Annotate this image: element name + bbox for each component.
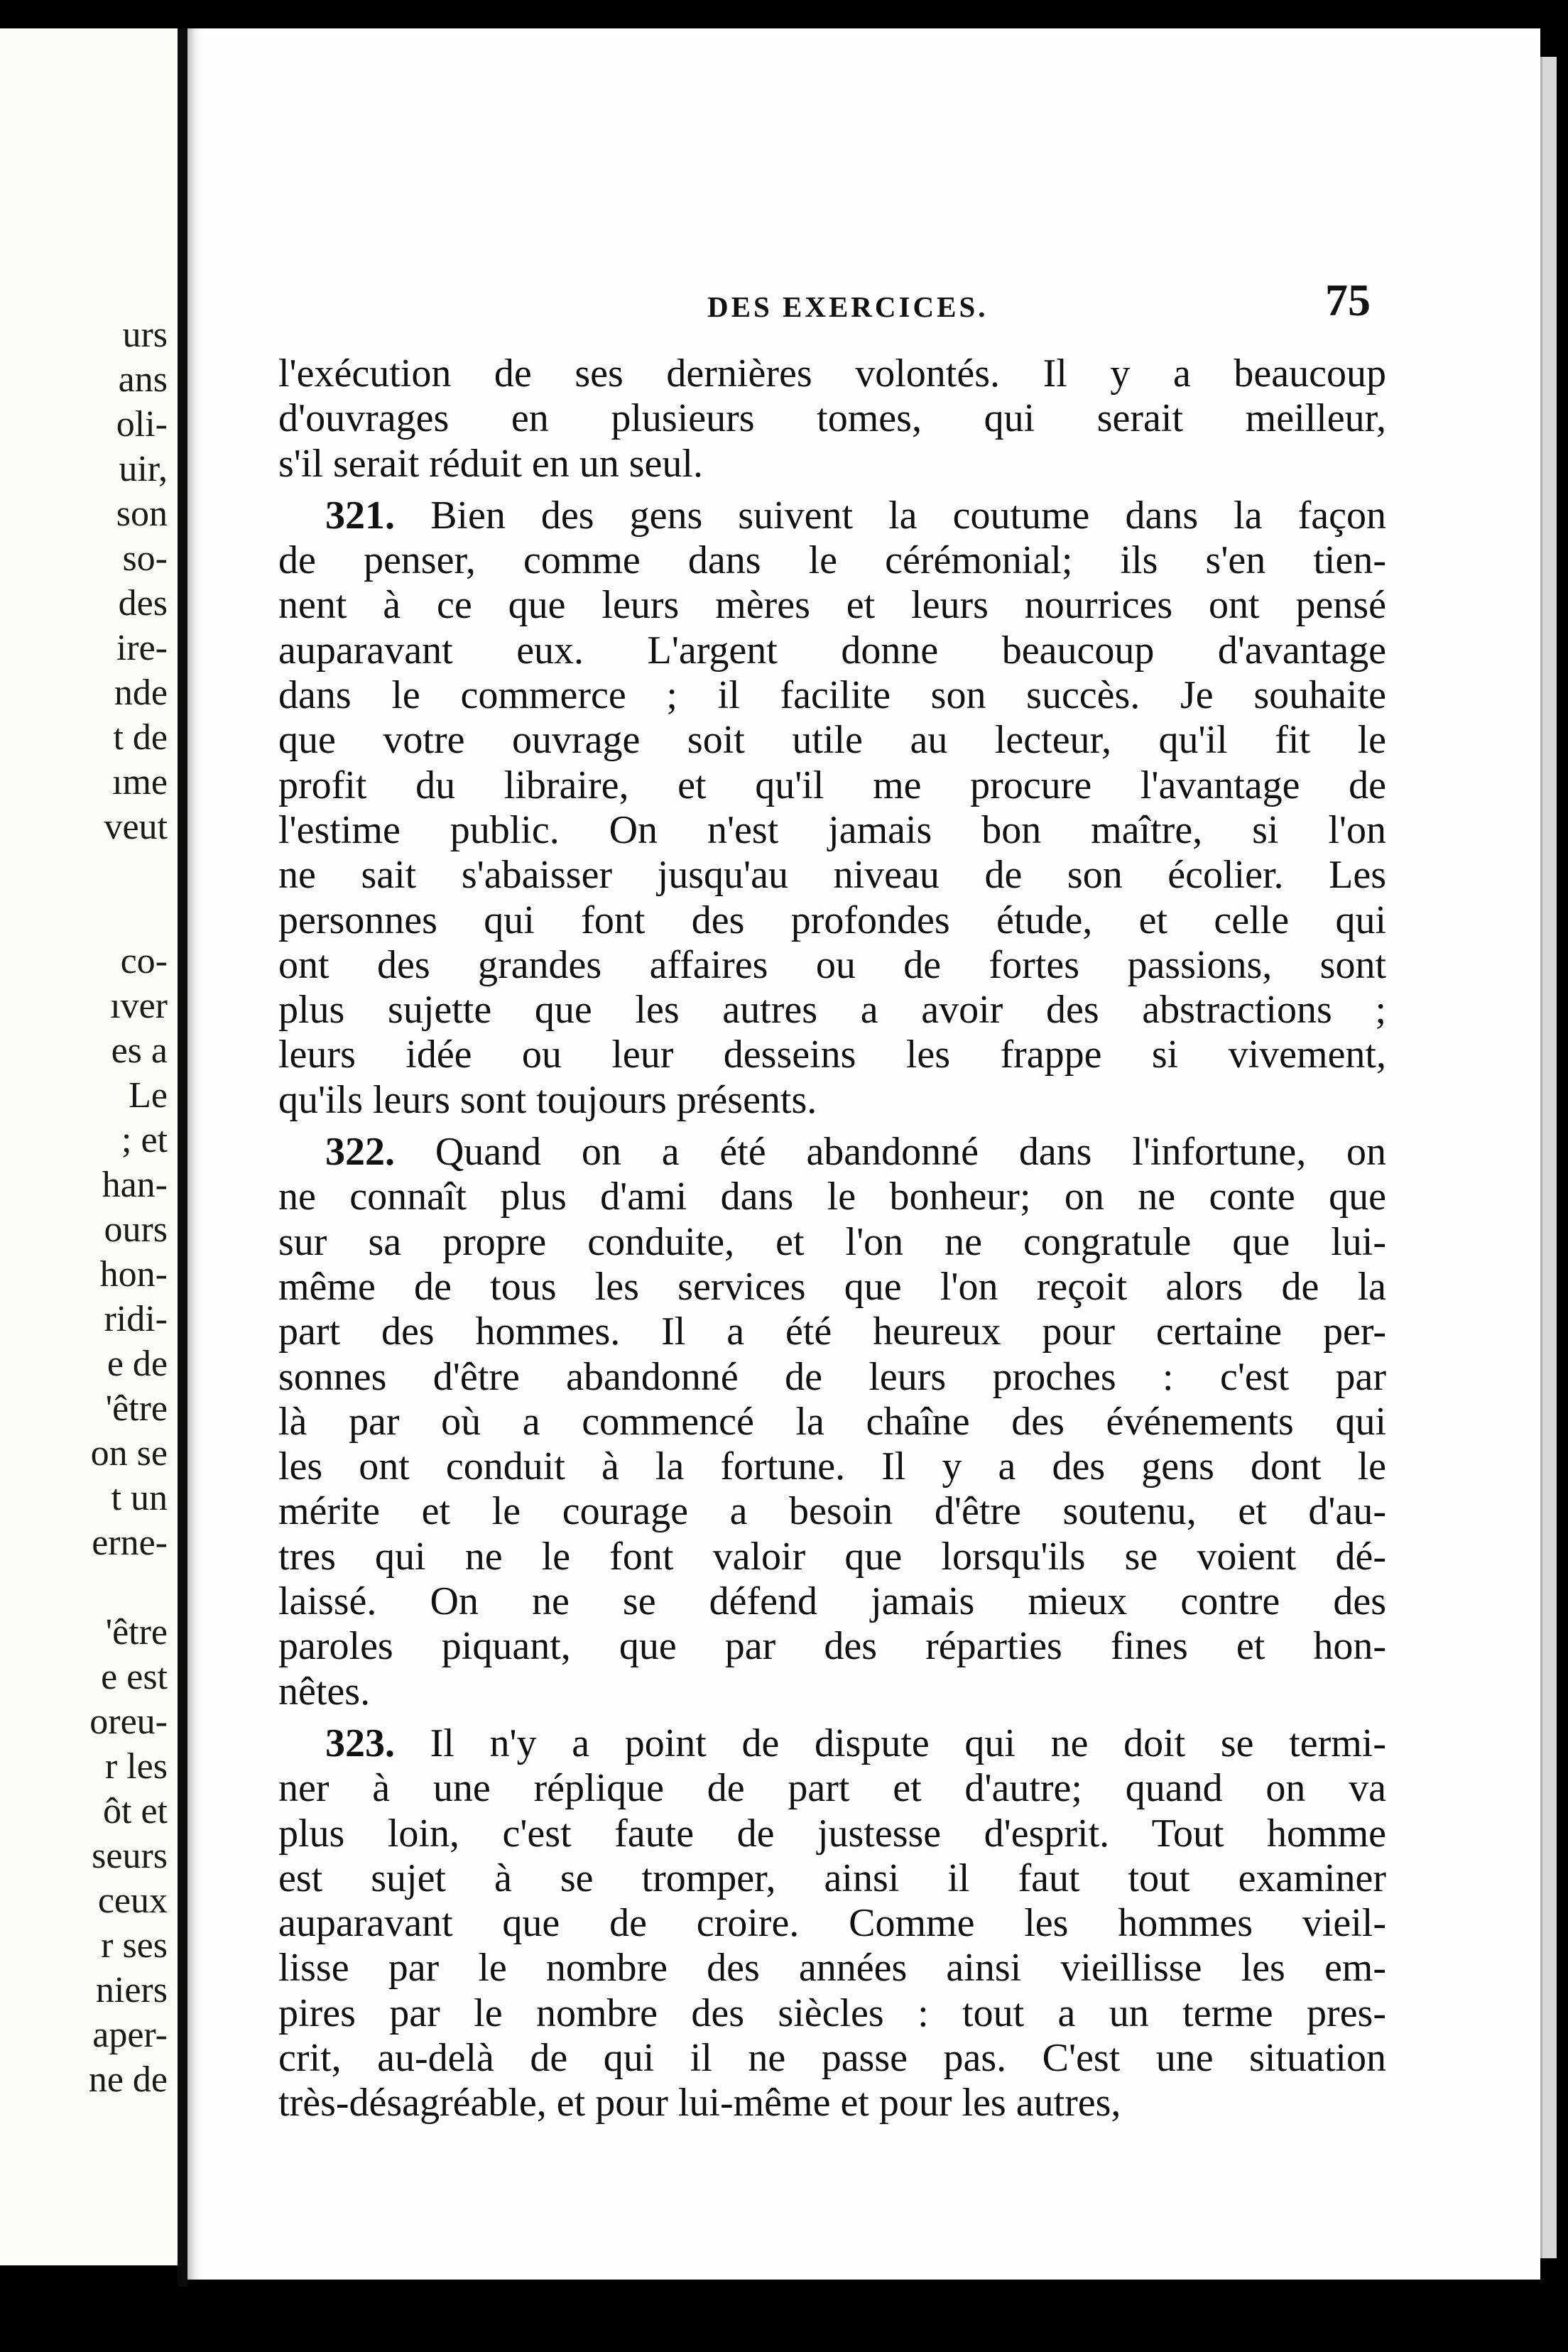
facing-page-fragment: oreu- [89,1702,168,1742]
text-line: même de tous les services que l'on reçoit alors de la [278,1264,1386,1309]
facing-page-fragment: 'être [105,1612,168,1653]
text-span: Bien des gens suivent la coutume dans la façon [430,493,1386,538]
facing-page-fragment: seurs [92,1836,168,1876]
continuation-paragraph [278,352,1386,486]
facing-page-fragment: ceux [97,1880,168,1921]
text-line: laissé. On ne se défend jamais mieux contre des [278,1579,1386,1624]
paragraph-number: 322. [325,1130,395,1175]
facing-page-fragment: r ses [101,1925,168,1966]
text-line: de penser, comme dans le cérémonial; ils s'en tien- [278,538,1386,583]
facing-page-fragment: e est [101,1657,168,1697]
paragraph-322 [278,1130,1386,1714]
facing-page-fragment: e de [107,1344,168,1384]
text-line: mérite et le courage a besoin d'être soutenu, et d'au- [278,1489,1386,1534]
facing-page-fragment: han- [102,1165,168,1205]
text-line: crit, au-delà de qui il ne passe pas. C'est une situation [278,2035,1386,2080]
facing-page-fragment: aper- [92,2015,168,2055]
page-number: 75 [1325,275,1371,325]
facing-page-fragment: ours [104,1209,168,1250]
facing-page-fragment: ridi- [104,1299,168,1339]
text-line: ont des grandes affaires ou de fortes passions, sont [278,942,1386,987]
text-span: Il n'y a point de dispute qui ne doit se termi- [430,1721,1387,1765]
text-line: l'exécution de ses dernières volontés. Il y a beaucoup [278,352,1386,396]
facing-page-fragment [89,849,168,894]
facing-page-left [0,28,178,2265]
page-75 [187,28,1540,2280]
facing-page-fragment: hon- [99,1254,168,1295]
text-line: paroles piquant, que par des réparties fines et hon- [278,1624,1386,1669]
facing-page-fragment: ıme [112,762,168,802]
text-line: personnes qui font des profondes étude, et celle qui [278,898,1386,942]
page-gutter [178,28,187,2287]
facing-page-fragment: niers [95,1970,168,2010]
page-body [278,352,1386,2126]
text-line: pires par le nombre des siècles : tout a un terme pres- [278,1991,1386,2035]
text-line: tres qui ne le font valoir que lorsqu'ils se voient dé- [278,1534,1386,1579]
facing-page-fragment: ire- [116,628,168,668]
facing-page-fragment [89,1565,168,1610]
facing-page-fragment: son [116,494,168,534]
facing-page-fragment: on se [90,1433,168,1474]
paragraph-number: 321. [325,493,395,538]
text-line: les ont conduit à la fortune. Il y a des gens dont le [278,1444,1386,1489]
facing-page-fragment: t un [111,1478,168,1518]
facing-page-fragment: ıver [110,986,168,1026]
text-line: sonnes d'être abandonné de leurs proches : c'est par [278,1354,1386,1399]
facing-page-fragment: so- [122,538,168,579]
text-line: l'estime public. On n'est jamais bon maître, si l'on [278,807,1386,852]
page-header [187,261,1540,325]
facing-page-fragment: nde [114,673,168,713]
facing-page-fragment: des [118,583,168,624]
text-line: plus sujette que les autres a avoir des abstractions ; [278,988,1386,1033]
facing-page-fragment [89,894,168,939]
text-line: ne sait s'abaisser jusqu'au niveau de son écolier. Les [278,853,1386,898]
facing-page-fragment: t de [113,717,168,758]
page-edge [1540,57,1557,2258]
text-line: très-désagréable, et pour lui-même et pour les autres, [278,2081,1121,2125]
text-line: auparavant eux. L'argent donne beaucoup d'avantage [278,628,1386,673]
text-line: profit du libraire, et qu'il me procure l'avantage de [278,763,1386,807]
facing-page-fragment: veut [104,807,168,847]
text-line [278,1130,1386,1175]
text-line: part des hommes. Il a été heureux pour certaine per- [278,1310,1386,1354]
paragraph-321 [278,494,1386,1123]
text-line: sur sa propre conduite, et l'on ne congratule que lui- [278,1219,1386,1264]
facing-page-fragment: ne de [88,2059,168,2100]
facing-page-fragment: oli- [116,404,168,445]
paragraph-number: 323. [325,1721,395,1765]
paragraph-323 [278,1721,1386,2126]
text-line: auparavant que de croire. Comme les hommes vieil- [278,1901,1386,1946]
running-head: DES EXERCICES. [707,290,989,323]
facing-page-text-fragments [89,312,168,2102]
facing-page-fragment: 'être [105,1388,168,1429]
facing-page-fragment: ans [118,359,168,400]
text-line: leurs idée ou leur desseins les frappe si vivement, [278,1033,1386,1077]
text-line: s'il serait réduit en un seul. [278,441,703,486]
text-line: que votre ouvrage soit utile au lecteur, qu'il fit le [278,718,1386,763]
facing-page-fragment: es a [111,1030,168,1071]
facing-page-fragment: erne- [92,1523,168,1563]
text-line: qu'ils leurs sont toujours présents. [278,1077,817,1122]
text-line: d'ouvrages en plusieurs tomes, qui serait meilleur, [278,396,1386,441]
facing-page-fragment: ; et [121,1120,168,1160]
facing-page-fragment: Le [129,1075,168,1116]
facing-page-fragment: ôt et [103,1791,168,1831]
text-line: ner à une réplique de part et d'autre; quand on va [278,1766,1386,1811]
facing-page-fragment: r les [104,1746,168,1787]
text-line: lisse par le nombre des années ainsi vieillisse les em- [278,1946,1386,1991]
text-line: ne connaît plus d'ami dans le bonheur; on ne conte que [278,1175,1386,1219]
text-line: est sujet à se tromper, ainsi il faut tout examiner [278,1856,1386,1900]
text-line: dans le commerce ; il facilite son succès. Je souhaite [278,673,1386,718]
text-span: Quand on a été abandonné dans l'infortune, on [435,1130,1386,1175]
text-line: là par où a commencé la chaîne des événements qui [278,1399,1386,1444]
text-line: nêtes. [278,1669,371,1714]
facing-page-fragment: uir, [119,449,168,489]
text-line: plus loin, c'est faute de justesse d'esprit. Tout homme [278,1811,1386,1856]
text-line [278,1721,1386,1766]
facing-page-fragment: co- [120,941,168,981]
text-line: nent à ce que leurs mères et leurs nourrices ont pensé [278,583,1386,628]
facing-page-fragment: urs [122,315,168,355]
text-line [278,494,1386,538]
